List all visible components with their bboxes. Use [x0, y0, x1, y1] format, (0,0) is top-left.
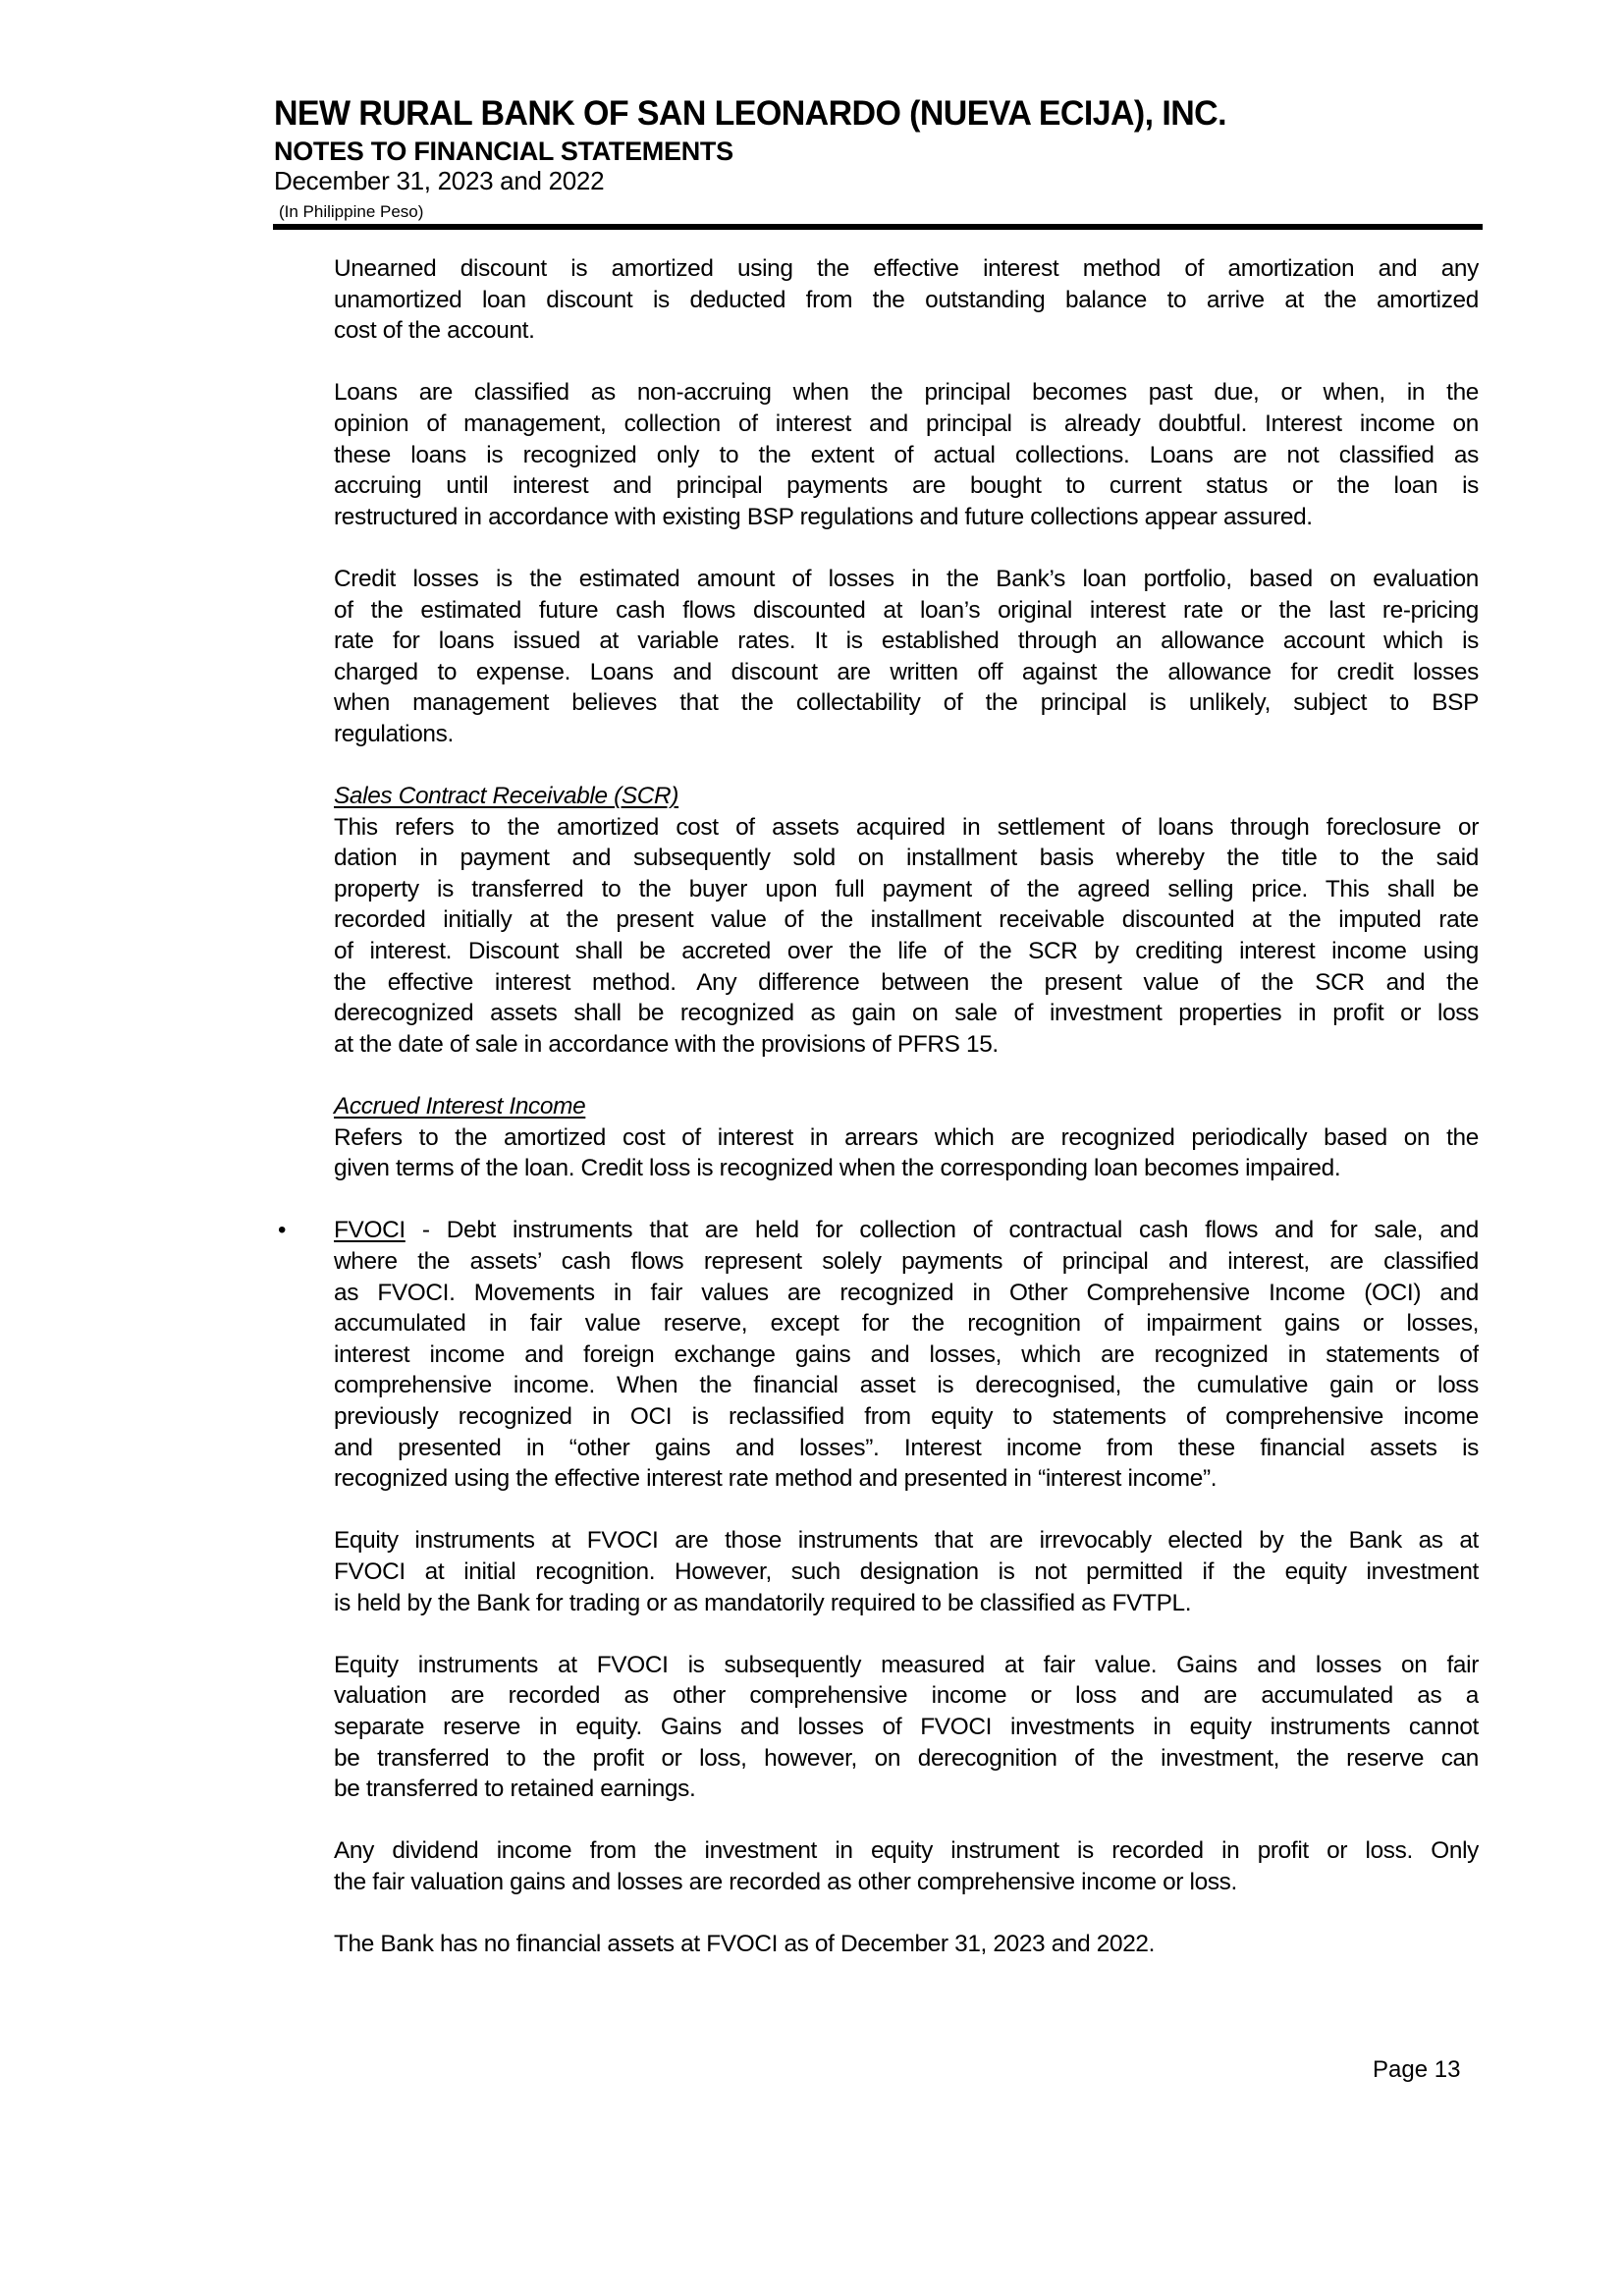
paragraph-gap: [334, 1060, 1479, 1091]
text-line: The Bank has no financial assets at FVOCI as of December 31, 2023 and 2022.: [334, 1931, 1156, 1958]
term-fvoci: FVOCI: [334, 1217, 406, 1244]
text-line: the fair valuation gains and losses are recorded as other comprehensive income or loss.: [334, 1868, 1237, 1895]
text-line: FVOCI at initial recognition. However, such designation is not permitted if the equity investment: [334, 1557, 1479, 1585]
text-line: cost of the account.: [334, 317, 535, 345]
text-line: opinion of management, collection of interest and principal is already doubtful. Interest income on: [334, 410, 1479, 437]
bullet-item-fvoci: [278, 1215, 1479, 1494]
page-number: Page 13: [1373, 2056, 1461, 2083]
paragraph-credit-losses: [334, 564, 1479, 750]
text-line: at the date of sale in accordance with the provisions of PFRS 15.: [334, 1030, 999, 1058]
text-line: Refers to the amortized cost of interest in arrears which are recognized periodically based on the: [334, 1123, 1479, 1151]
text-line: Equity instruments at FVOCI is subsequently measured at fair value. Gains and losses on fair: [334, 1651, 1479, 1678]
text-line: be transferred to retained earnings.: [334, 1776, 696, 1803]
text-line: previously recognized in OCI is reclassified from equity to statements of comprehensive income: [334, 1402, 1479, 1430]
paragraph-gap: [334, 1805, 1479, 1836]
text-line: where the assets’ cash flows represent solely payments of principal and interest, are classified: [334, 1248, 1479, 1275]
text-line: accruing until interest and principal payments are bought to current status or the loan is: [334, 472, 1479, 500]
document-title: NOTES TO FINANCIAL STATEMENTS: [274, 137, 733, 166]
text-line: comprehensive income. When the financial asset is derecognised, the cumulative gain or loss: [334, 1372, 1479, 1399]
text-line: rate for loans issued at variable rates. It is established through an allowance account which is: [334, 628, 1479, 655]
paragraph-fvoci: [334, 1246, 1479, 1495]
text-line: regulations.: [334, 720, 454, 747]
text-line: be transferred to the profit or loss, however, on derecognition of the investment, the reserve can: [334, 1744, 1479, 1772]
text-line: interest income and foreign exchange gains and losses, which are recognized in statements of: [334, 1340, 1479, 1368]
bullet-icon: •: [278, 1217, 287, 1244]
company-name: NEW RURAL BANK OF SAN LEONARDO (NUEVA ECIJA), INC.: [274, 94, 1226, 133]
header-rule: [273, 224, 1483, 230]
fvoci-first-line: - Debt instruments that are held for collection of contractual cash flows and for sale, and: [405, 1217, 1479, 1244]
text-line: Unearned discount is amortized using the effective interest method of amortization and any: [334, 255, 1479, 282]
text-line: when management believes that the collectability of the principal is unlikely, subject to BSP: [334, 689, 1479, 717]
text-line: This refers to the amortized cost of assets acquired in settlement of loans through foreclosure or: [334, 813, 1479, 841]
text-line: derecognized assets shall be recognized as gain on sale of investment properties in profit or loss: [334, 1000, 1479, 1027]
paragraph-gap: [334, 347, 1479, 378]
paragraph-equity-measurement: [334, 1650, 1479, 1805]
text-line: of the estimated future cash flows discounted at loan’s original interest rate or the last re-pricing: [334, 596, 1479, 624]
section-heading-accrued-interest: Accrued Interest Income: [334, 1093, 586, 1120]
section-sales-contract-receivable: [334, 781, 1479, 1060]
reporting-period: December 31, 2023 and 2022: [274, 166, 605, 195]
text-line: of interest. Discount shall be accreted over the life of the SCR by crediting interest income using: [334, 938, 1479, 965]
text-line: the effective interest method. Any difference between the present value of the SCR and the: [334, 968, 1479, 996]
paragraph-gap: [334, 1618, 1479, 1650]
text-line: recognized using the effective interest rate method and presented in “interest income”.: [334, 1465, 1218, 1493]
text-line: charged to expense. Loans and discount are written off against the allowance for credit losses: [334, 658, 1479, 685]
text-line: accumulated in fair value reserve, except for the recognition of impairment gains or losses,: [334, 1310, 1479, 1338]
paragraph-gap: [334, 532, 1479, 564]
notes-body: [278, 253, 1479, 1960]
text-line: is held by the Bank for trading or as mandatorily required to be classified as FVTPL.: [334, 1589, 1192, 1616]
text-line: valuation are recorded as other comprehensive income or loss and are accumulated as a: [334, 1682, 1479, 1710]
text-line: these loans is recognized only to the extent of actual collections. Loans are not classified as: [334, 441, 1479, 468]
paragraph-no-fvoci-assets: [334, 1929, 1479, 1960]
section-accrued-interest-income: [334, 1091, 1479, 1184]
text-line: given terms of the loan. Credit loss is recognized when the corresponding loan becomes impaired.: [334, 1155, 1341, 1182]
paragraph-gap: [334, 750, 1479, 782]
text-line: unamortized loan discount is deducted from the outstanding balance to arrive at the amortized: [334, 286, 1479, 313]
text-line: as FVOCI. Movements in fair values are recognized in Other Comprehensive Income (OCI) and: [334, 1279, 1479, 1306]
paragraph-equity-designation: [334, 1525, 1479, 1618]
text-line: recorded initially at the present value of the installment receivable discounted at the imputed rate: [334, 906, 1479, 934]
paragraph-unearned-discount: [334, 253, 1479, 347]
text-line: Loans are classified as non-accruing when the principal becomes past due, or when, in the: [334, 379, 1479, 407]
paragraph-scr: [334, 812, 1479, 1061]
text-line: restructured in accordance with existing BSP regulations and future collections appear assured.: [334, 503, 1313, 530]
paragraph-gap: [334, 1897, 1479, 1929]
text-line: and presented in “other gains and losses”. Interest income from these financial assets is: [334, 1434, 1479, 1461]
paragraph-accrued-interest: [334, 1122, 1479, 1184]
text-line: dation in payment and subsequently sold on installment basis whereby the title to the said: [334, 845, 1479, 872]
text-line: Any dividend income from the investment in equity instrument is recorded in profit or loss. Only: [334, 1837, 1479, 1865]
paragraph-non-accruing-loans: [334, 377, 1479, 532]
section-heading-scr: Sales Contract Receivable (SCR): [334, 783, 679, 810]
paragraph-dividend-income: [334, 1835, 1479, 1897]
paragraph-gap: [334, 1184, 1479, 1216]
text-line: Credit losses is the estimated amount of losses in the Bank’s loan portfolio, based on evaluation: [334, 565, 1479, 592]
text-line: separate reserve in equity. Gains and losses of FVOCI investments in equity instruments cannot: [334, 1713, 1479, 1740]
currency-note: (In Philippine Peso): [279, 202, 424, 221]
text-line: property is transferred to the buyer upon full payment of the agreed selling price. This shall be: [334, 875, 1479, 902]
paragraph-gap: [334, 1495, 1479, 1526]
text-line: Equity instruments at FVOCI are those instruments that are irrevocably elected by the Bank as at: [334, 1527, 1479, 1555]
